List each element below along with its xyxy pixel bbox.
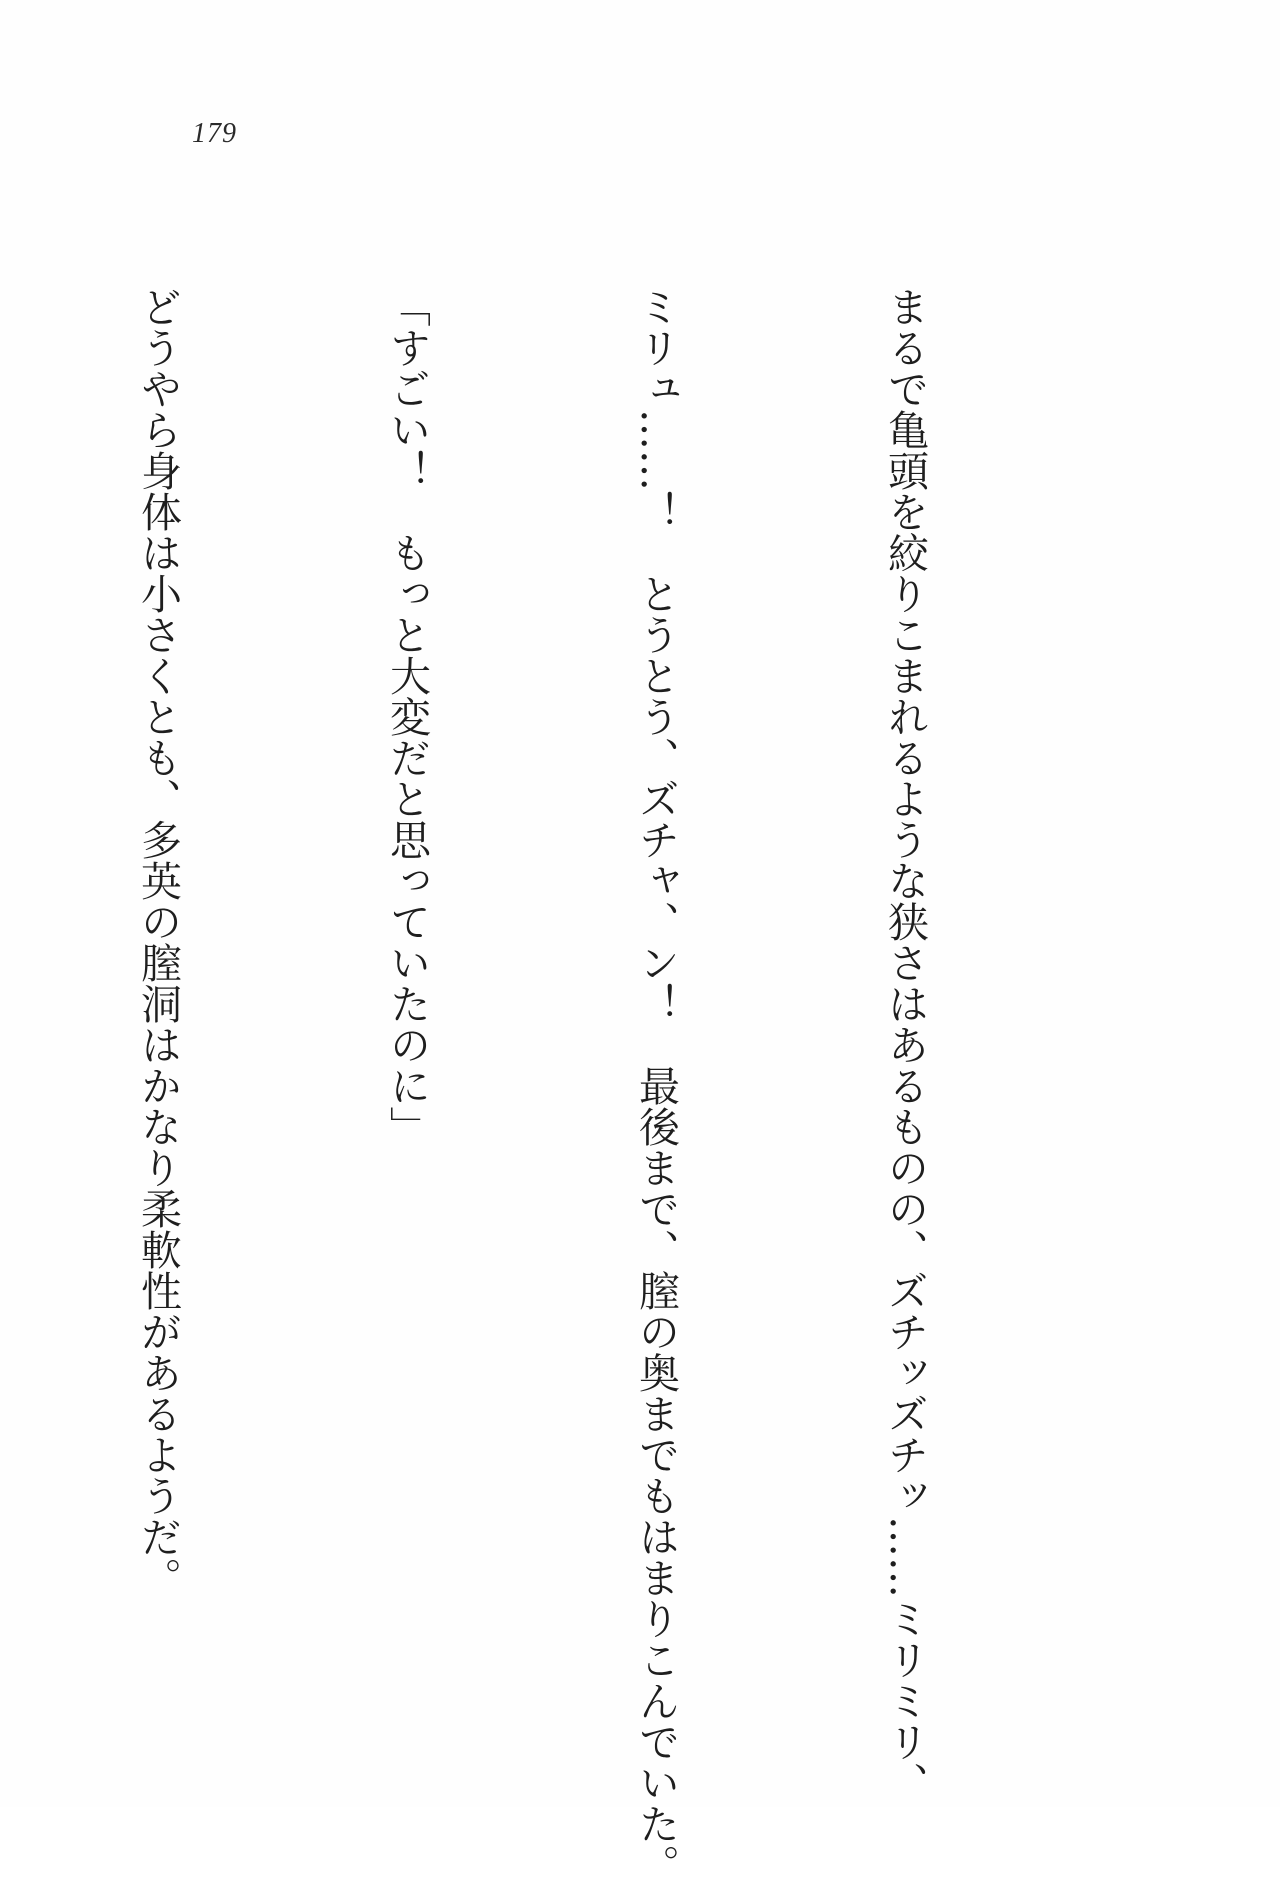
- text-line: ミリュ……！ とうとう、ズチャ、ン！ 最後まで、膣の奥までもはまりこんでいた。: [632, 286, 680, 1885]
- text-line: 「すごい！ もっと大変だと思っていたのに」: [383, 286, 431, 1147]
- vertical-text-body: [0, 286, 1112, 1885]
- text-line: どうやら身体は小さくとも、多英の膣洞はかなり柔軟性があるようだ。: [134, 286, 182, 1598]
- text-line: まるで亀頭を絞りこまれるような狭さはあるものの、ズチッズチッ……ミリミリ、: [881, 286, 929, 1803]
- page-number: 179: [192, 118, 237, 149]
